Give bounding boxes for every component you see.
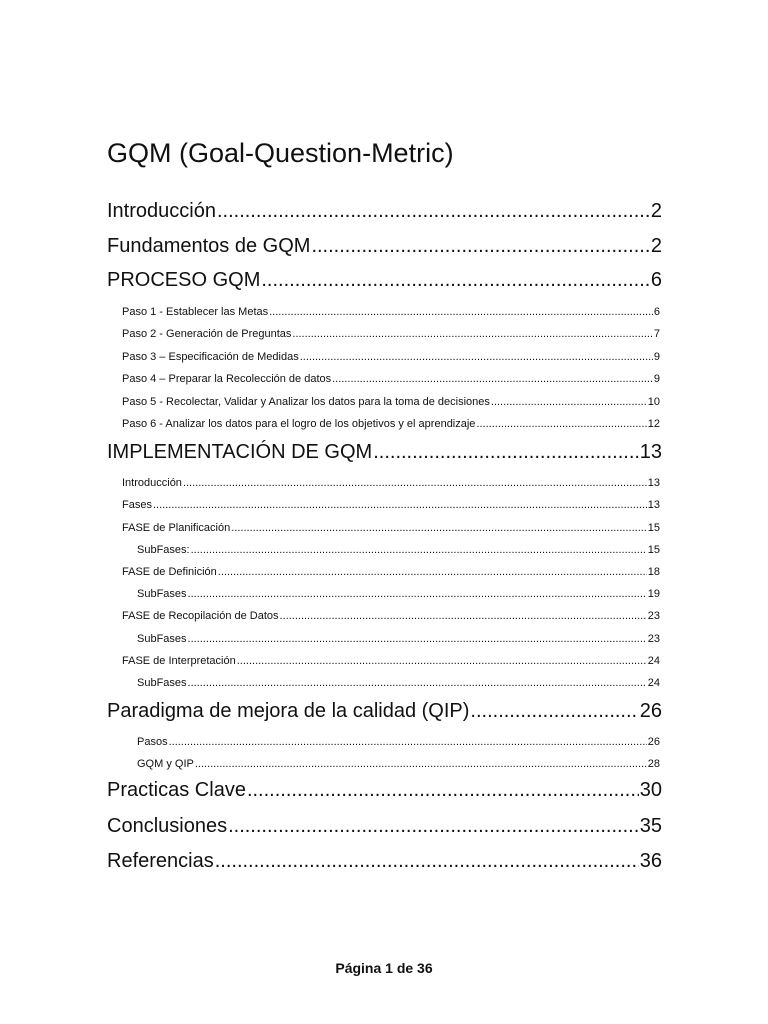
toc-leader-dots [153,498,647,512]
toc-entry-page: 7 [653,328,660,340]
toc-entry-page: 23 [647,633,660,645]
toc-leader-dots [195,757,647,771]
toc-entry-page: 13 [647,477,660,489]
toc-entry-page: 36 [639,850,662,872]
toc-entry[interactable] [137,735,660,749]
toc-entry-label: SubFases [137,588,187,600]
toc-leader-dots [247,777,639,803]
toc-leader-dots [491,395,647,409]
toc-entry-page: 24 [647,677,660,689]
toc-leader-dots [231,521,647,535]
toc-entry-page: 24 [647,655,660,667]
toc-entry[interactable] [107,698,662,724]
toc-entry[interactable] [122,609,660,623]
toc-entry[interactable] [107,813,662,839]
toc-entry-page: 26 [639,700,662,722]
toc-leader-dots [188,676,647,690]
toc-entry[interactable] [122,372,660,386]
toc-entry[interactable] [122,417,660,431]
toc-entry-label: Pasos [137,736,168,748]
toc-leader-dots [169,735,647,749]
toc-leader-dots [183,476,647,490]
toc-entry[interactable] [122,565,660,579]
toc-entry-label: Paso 5 - Recolectar, Validar y Analizar los datos para la toma de decisiones [122,396,490,408]
toc-leader-dots [228,813,639,839]
toc-entry-label: IMPLEMENTACIÓN DE GQM [107,441,373,463]
toc-entry[interactable] [137,757,660,771]
page-footer: Página 1 de 36 [335,960,433,976]
toc-leader-dots [470,698,638,724]
toc-leader-dots [215,848,639,874]
toc-entry[interactable] [107,777,662,803]
toc-entry-page: 12 [647,418,660,430]
toc-entry[interactable] [107,267,662,293]
toc-entry-label: Paso 3 – Especificación de Medidas [122,351,299,363]
toc-entry[interactable] [107,233,662,259]
toc-leader-dots [188,587,647,601]
toc-entry-page: 23 [647,610,660,622]
toc-entry-label: PROCESO GQM [107,269,261,291]
toc-entry-page: 30 [639,779,662,801]
toc-entry[interactable] [122,350,660,364]
toc-entry-label: Introducción [122,477,182,489]
toc-leader-dots [269,305,653,319]
toc-leader-dots [280,609,647,623]
toc-entry[interactable] [122,395,660,409]
toc-entry-label: FASE de Definición [122,566,217,578]
toc-entry[interactable] [107,848,662,874]
toc-entry-page: 6 [650,269,662,291]
toc-entry-label: Referencias [107,850,214,872]
toc-leader-dots [217,198,650,224]
toc-entry-label: Paso 1 - Establecer las Metas [122,306,269,318]
toc-entry-label: FASE de Recopilación de Datos [122,610,279,622]
toc-entry-label: SubFases [137,633,187,645]
toc-leader-dots [300,350,653,364]
toc-entry-page: 2 [650,235,662,257]
toc-entry-page: 26 [647,736,660,748]
toc-entry-page: 13 [647,499,660,511]
toc-entry-page: 19 [647,588,660,600]
toc-entry-label: SubFases: [137,544,190,556]
toc-leader-dots [292,327,652,341]
toc-entry-label: GQM y QIP [137,758,194,770]
document-title: GQM (Goal-Question-Metric) [107,138,454,168]
toc-leader-dots [188,632,647,646]
toc-entry-label: Paso 4 – Preparar la Recolección de datos [122,373,332,385]
toc-entry-label: Fases [122,499,152,511]
toc-entry-label: Conclusiones [107,815,228,837]
toc-entry-page: 2 [650,200,662,222]
toc-entry[interactable] [122,521,660,535]
toc-entry[interactable] [107,439,662,465]
toc-entry-label: Introducción [107,200,216,222]
toc-entry-page: 35 [639,815,662,837]
toc-entry-page: 15 [647,544,660,556]
toc-entry-page: 28 [647,758,660,770]
toc-entry[interactable] [137,587,660,601]
toc-entry-page: 9 [653,373,660,385]
toc-leader-dots [218,565,647,579]
toc-entry-label: FASE de Planificación [122,522,231,534]
toc-leader-dots [476,417,646,431]
toc-leader-dots [311,233,649,259]
toc-entry[interactable] [122,476,660,490]
toc-entry[interactable] [107,198,662,224]
toc-entry-label: SubFases [137,677,187,689]
toc-entry[interactable] [122,305,660,319]
toc-entry-label: Paso 2 - Generación de Preguntas [122,328,292,340]
toc-entry[interactable] [122,654,660,668]
toc-leader-dots [191,543,647,557]
toc-leader-dots [261,267,650,293]
toc-entry[interactable] [137,676,660,690]
toc-entry-label: Practicas Clave [107,779,246,801]
toc-entry-label: Paradigma de mejora de la calidad (QIP) [107,700,470,722]
toc-entry-page: 6 [653,306,660,318]
toc-leader-dots [373,439,639,465]
toc-entry-page: 10 [647,396,660,408]
toc-entry[interactable] [137,543,660,557]
toc-entry-label: Fundamentos de GQM [107,235,311,257]
toc-entry[interactable] [122,327,660,341]
toc-entry-page: 9 [653,351,660,363]
toc-entry-page: 18 [647,566,660,578]
toc-entry[interactable] [122,498,660,512]
toc-leader-dots [332,372,653,386]
toc-entry-page: 13 [639,441,662,463]
toc-entry-page: 15 [647,522,660,534]
toc-entry-label: FASE de Interpretación [122,655,236,667]
toc-entry-label: Paso 6 - Analizar los datos para el logro de los objetivos y el aprendizaje [122,418,476,430]
toc-entry[interactable] [137,632,660,646]
toc-leader-dots [237,654,647,668]
